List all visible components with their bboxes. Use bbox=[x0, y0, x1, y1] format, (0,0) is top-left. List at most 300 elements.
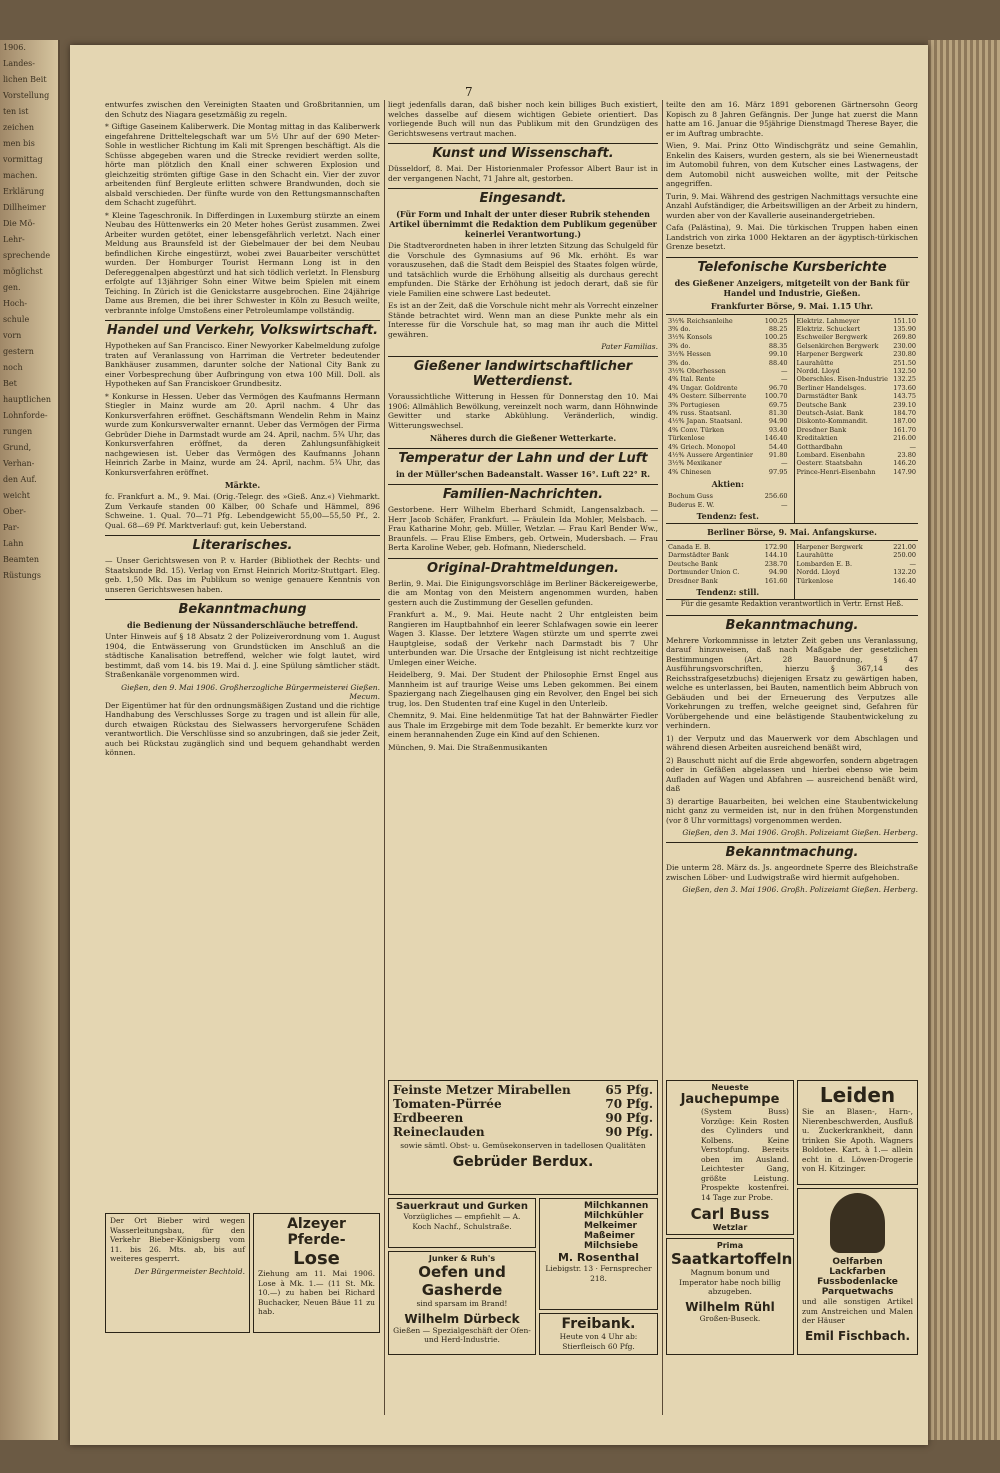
strip-fragment: gen. bbox=[3, 283, 21, 292]
book-page-edges bbox=[928, 40, 1000, 1440]
stock-name: 4% Griech. Monopol bbox=[668, 442, 736, 451]
stock-value: 146.40 bbox=[764, 434, 788, 443]
ad-saat-text: Magnum bonum und Imperator habe noch billig abzugeben. bbox=[679, 1268, 781, 1296]
column-1 bbox=[105, 100, 380, 1205]
stock-name: Lombard. Eisenbahn bbox=[796, 451, 865, 459]
section-heading: Bekanntmachung bbox=[105, 599, 380, 617]
article-paragraph: * Kleine Tageschronik. In Differdingen in Luxemburg stürzte an einem Neubau des Hüttenwerks ein 20 Meter hohes Gerüst zusammen. Zwei Arbeiter wurden getötet, einer lebensgefährlich verletzt. Nach einer Meldung aus Braunsfeld ist der Giebelmauer der bei dem Neubau befindlichen Kirche eingestürzt, wobei zwei Bauarbeiter verschüttet wurden. Der Homburger Tourist Hermann Long ist in den Defereggenalpen abgestürzt und hat sich tödlich verletzt. In Flensburg erfolgte auf 13jähriger Sohn einer Witwe beim Spielen mit einem Teiching. In Zürich ist die Genickstarre ausgebrochen. Eine 24jährige Dame aus Bremen, die bei ihrer Schwester in Köln zu Besuch weilte, verbrannte infolge Umstoßens einer Petroleumlampe vollständig. bbox=[105, 210, 380, 315]
ad-bieber-text: Der Ort Bieber wird wegen Wasserleitungsbau, für den Verkehr Bieber-Königsberg vom 11. bis 26. Mts. ab, bis auf weiteres gesperrt. bbox=[110, 1216, 245, 1263]
section-subheading: Näheres durch die Gießener Wetterkarte. bbox=[429, 433, 617, 443]
stock-name: Buderus E. W. bbox=[668, 500, 715, 509]
stock-name: Elektriz. Schuckert bbox=[796, 324, 861, 333]
ad-saatkartoffeln bbox=[666, 1238, 794, 1355]
stock-name: 3% do. bbox=[668, 358, 691, 367]
strip-fragment: Hoch- bbox=[3, 299, 28, 308]
ad-berdux-price: 65 Pfg. bbox=[605, 1083, 653, 1097]
stock-row bbox=[795, 417, 919, 425]
bekanntmachung-text: Die unterm 28. März ds. Js. angeordnete Sperre des Bleichstraße zwischen Löber- und Ludwigstraße wird hiermit aufgehoben. bbox=[666, 863, 918, 882]
bekanntmachung-sign: Gießen, den 3. Mai 1906. Großh. Polizeiamt Gießen. Herberg. bbox=[682, 828, 918, 838]
stock-name: Deutsche Bank bbox=[668, 559, 718, 568]
stock-value: 135.90 bbox=[893, 324, 916, 333]
section-heading: Kunst und Wissenschaft. bbox=[388, 143, 658, 161]
stock-row bbox=[666, 417, 790, 425]
section-heading: Literarisches. bbox=[105, 535, 380, 553]
strip-fragment: Vorstellung bbox=[3, 91, 50, 100]
stock-name: Eschweiler Bergwerk bbox=[796, 333, 868, 342]
strip-fragment: Ober- bbox=[3, 507, 26, 516]
ad-bieber-sign: Der Bürgermeister Bechtold. bbox=[134, 1266, 245, 1276]
ad-berdux-firm: Gebrüder Berdux. bbox=[452, 1153, 594, 1170]
strip-fragment: Grund, bbox=[3, 443, 32, 452]
stock-name: 4% Conv. Türken bbox=[668, 425, 725, 434]
article-paragraph: * Giftige Gaseinem Kaliberwerk. Die Montag mittag in das Kaliberwerk eingefahrene Dritteltelegschaft war um 5½ Uhr auf der 690 Meter-Sohle in westlicher Richtung im Kali mit Sprengen beschäftigt. Als die Schüsse abgegeben waren und die Strecke revidiert werden sollte, hörte man plötzlich den Knall einer schweren Explosion und gleichzeitig strömten giftige Gase in den Schacht ein. Vier der zuvor arbeitenden fünf Bergleute erlitten schwere Brandwunden, doch sie alsbald verschieden. Der fünfte wurde von den Rettungsmannschaften dem Schacht zugeführt. bbox=[105, 122, 380, 207]
strip-fragment: Dillheimer bbox=[3, 203, 46, 212]
stock-name: Harpener Bergwerk bbox=[796, 350, 863, 359]
signature: Pater Familias. bbox=[601, 342, 658, 351]
article-paragraph: Chemnitz, 9. Mai. Eine heldenmütige Tat hat der Bahnwärter Fiedler aus Thale im Erzgebirge mit dem Tode bezahlt. Er bemerkte kurz vor einem herannahenden Zuge ein Kind auf den Schienen. bbox=[388, 711, 658, 739]
strip-fragment: hauptlichen bbox=[3, 395, 52, 404]
ad-pferde-text: Ziehung am 11. Mai 1906. Lose à Mk. 1.— (11 St. Mk. 10.—) zu haben bei Richard Buchacker, Neuen Bäue 11 zu hab. bbox=[258, 1269, 375, 1316]
stock-value: 94.90 bbox=[768, 568, 788, 577]
strip-fragment: gestern bbox=[3, 347, 34, 356]
ad-fisch-item: Fussbodenlacke bbox=[817, 1277, 898, 1287]
stock-row bbox=[666, 325, 790, 333]
stock-row bbox=[795, 359, 919, 367]
ad-berdux-product: Tomaten-Pürrée bbox=[393, 1097, 502, 1111]
stock-row bbox=[666, 317, 790, 325]
ad-saat-head: Prima bbox=[716, 1241, 744, 1250]
ad-milch-firm: M. Rosenthal bbox=[557, 1251, 640, 1264]
article-paragraph: Der Eigentümer hat für den ordnungsmäßigen Zustand und die richtige Handhabung des Verschlusses Sorge zu tragen und ist allein für alle, durch etwaigen Rückstau des Sielwassers hervorgerufene Schäden verantwortlich. Die Verschlüsse sind so anzubringen, daß sie jeder Zeit, auch bei Rückstau zugänglich sind und bequem gehandhabt werden können. bbox=[105, 700, 380, 757]
ad-berdux bbox=[388, 1080, 658, 1195]
stock-row bbox=[795, 543, 919, 551]
stock-name: Darmstädter Bank bbox=[668, 551, 729, 560]
stock-row bbox=[666, 560, 790, 568]
strip-fragment: Erklärung bbox=[3, 187, 45, 196]
stock-row bbox=[666, 401, 790, 409]
section-heading: Eingesandt. bbox=[388, 188, 658, 206]
stock-value: 173.60 bbox=[893, 383, 916, 392]
strip-fragment: Lohnforde- bbox=[3, 411, 48, 420]
section-subheading: in der Müller'schen Badeanstalt. Wasser 16°. Luft 22° R. bbox=[395, 469, 650, 479]
ad-junker-firm: Wilhelm Dürbeck bbox=[404, 1311, 520, 1326]
stock-value: 91.80 bbox=[768, 451, 788, 459]
tendenz: Tendenz: still. bbox=[696, 587, 760, 598]
stock-value: 187.00 bbox=[893, 417, 916, 426]
section-heading: Familien-Nachrichten. bbox=[388, 484, 658, 502]
stock-value: 146.40 bbox=[893, 576, 916, 585]
stock-row bbox=[666, 577, 790, 585]
stock-row bbox=[666, 426, 790, 434]
stock-value: 269.80 bbox=[893, 333, 916, 342]
stock-name: Gotthardbahn bbox=[796, 442, 843, 451]
strip-fragment: Landes- bbox=[3, 59, 35, 68]
stock-name: 4% Oesterr. Silberrente bbox=[668, 392, 747, 401]
stock-name: Berliner Handelsges. bbox=[796, 383, 867, 392]
stock-name: Oesterr. Staatsbahn bbox=[796, 459, 863, 468]
ad-sauerkraut bbox=[388, 1198, 536, 1248]
stock-value: 143.75 bbox=[893, 392, 916, 401]
article-paragraph: Berlin, 9. Mai. Die Einigungsvorschläge im Berliner Bäckereigewerbe, die am Montag von den Meistern angenommen wurden, haben gestern auch die Zustimmung der Gesellen gefunden. bbox=[388, 578, 658, 607]
bekanntmachung-item: 1) der Verputz und das Mauerwerk vor dem Abschlagen und während diesen Arbeiten ausreichend benäßt wird, bbox=[666, 733, 918, 753]
stock-name: Deutsch-Asiat. Bank bbox=[796, 408, 864, 417]
stock-name: 3% do. bbox=[668, 324, 691, 333]
stock-name: Harpener Bergwerk bbox=[796, 543, 863, 552]
article-paragraph: Cafa (Palästina), 9. Mai. Die türkischen Truppen haben einen Landstrich von zirka 1000 Hektaren an der ägyptisch-türkischen Grenze besetzt. bbox=[666, 223, 918, 251]
strip-fragment: Lehr- bbox=[3, 235, 25, 244]
strip-fragment: rungen bbox=[3, 427, 33, 436]
stock-name: 4% Ital. Rente bbox=[668, 375, 716, 384]
stock-value: 146.20 bbox=[893, 459, 916, 468]
stock-row bbox=[795, 409, 919, 417]
section-subheading: Frankfurter Börse, 9. Mai. 1.15 Uhr. bbox=[710, 300, 874, 311]
aktien-label: Aktien: bbox=[711, 479, 744, 490]
stock-name: Canada E. B. bbox=[668, 543, 711, 552]
stock-table-frankfurt bbox=[666, 314, 918, 525]
stock-value: 147.90 bbox=[893, 467, 916, 476]
stock-row bbox=[666, 342, 790, 350]
article-paragraph: Hypotheken auf San Francisco. Einer Newyorker Kabelmeldung zufolge traten auf Veranlassung von Harriman die Vertreter bedeutender Bankhäuser zusammen, darunter solche der National City Bank zu einer Vorbesprechung über Aufbringung von etwa 100 Mill. Doll. als Hypotheken auf San Franciskoer Grundbesitz. bbox=[105, 341, 380, 388]
ad-junker-ruh bbox=[388, 1251, 536, 1355]
stock-name: 3½% Mexikaner bbox=[668, 459, 722, 468]
stock-value: 100.70 bbox=[764, 392, 788, 401]
page-number: 7 bbox=[465, 85, 473, 99]
bekanntmachung-item: 2) Bauschutt nicht auf die Erde abgeworfen, sondern abgetragen oder in Gefäßen abgelassen und hierbei ebenso wie beim Aufladen auf Wagen und Abfahren — ausreichend benäßt wird, daß bbox=[666, 755, 918, 794]
strip-fragment: möglichst bbox=[3, 267, 43, 276]
ad-milch-addr: Liebigstr. 13 · Fernsprecher 218. bbox=[545, 1264, 652, 1283]
stock-value: 172.90 bbox=[764, 543, 788, 552]
stock-name: Elektriz. Lahmeyer bbox=[796, 316, 860, 325]
strip-fragment: noch bbox=[3, 363, 23, 372]
stock-value: 184.70 bbox=[893, 408, 916, 417]
stock-row bbox=[666, 468, 790, 476]
portrait-illustration bbox=[830, 1193, 885, 1253]
stock-row bbox=[666, 384, 790, 392]
ad-berdux-price: 90 Pfg. bbox=[605, 1125, 653, 1139]
stock-name: 3½% Oberhessen bbox=[668, 366, 726, 375]
stock-value: — bbox=[781, 375, 788, 384]
stock-name: Kreditaktien bbox=[796, 434, 838, 443]
strip-fragment: men bis bbox=[3, 139, 35, 148]
ad-milch-item: Milchsiebe bbox=[584, 1241, 638, 1251]
stock-value: 94.90 bbox=[768, 417, 788, 426]
stock-row bbox=[666, 451, 790, 459]
strip-fragment: weicht bbox=[3, 491, 30, 500]
stock-name: Prince-Henri-Eisenbahn bbox=[796, 467, 876, 476]
stock-value: 99.10 bbox=[768, 350, 788, 359]
stock-name: Nordd. Lloyd bbox=[796, 568, 840, 577]
ad-jauche-place: Wetzlar bbox=[712, 1223, 748, 1232]
stock-name: 4½% Japan. Staatsanl. bbox=[668, 417, 743, 426]
section-heading: Temperatur der Lahn und der Luft bbox=[388, 448, 658, 466]
stock-name: 4½% Aussere Argentinier bbox=[668, 451, 754, 459]
stock-name: Lombarden E. B. bbox=[796, 559, 853, 568]
ad-sauerkraut-text: Vorzügliches — empfiehlt — A. Koch Nachf., Schulstraße. bbox=[403, 1212, 521, 1231]
stock-row bbox=[795, 577, 919, 585]
stock-table-berlin bbox=[666, 540, 918, 600]
bekanntmachung-item: 3) derartige Bauarbeiten, bei welchen eine Staubentwickelung nicht ganz zu vermeiden ist, nur in den frühen Morgenstunden (vor 8 Uhr vormittags) vorgenommen werden. bbox=[666, 796, 918, 825]
article-paragraph: teilte den am 16. März 1891 geborenen Gärtnersohn Georg Kopisch zu 8 Jahren Gefängnis. Der Junge hat zuerst die Mann hatte am 16. Januar die 95jährige Dienstmagd Therese Bayer, die er im Auftrag umbrachte. bbox=[666, 100, 918, 138]
stock-name: Dresdner Bank bbox=[796, 425, 847, 434]
column-rule bbox=[662, 100, 663, 1415]
adjacent-page-strip bbox=[0, 40, 60, 1440]
bekanntmachung-heading: Bekanntmachung. bbox=[666, 615, 918, 633]
article-paragraph: Unter Hinweis auf § 18 Absatz 2 der Polizeiverordnung vom 1. August 1904, die Entwässerung von Grundstücken im Anschluß an die städtische Kanalisation betreffend, welcher wie folgt lautet, wird bestimmt, daß vom 14. bis 19. Mai d. J. eine Spülung sämtlicher städt. Straßenkanäle vorgenommen wird. bbox=[105, 632, 380, 679]
ad-junker-place: Gießen — Spezialgeschäft der Ofen- und Herd-Industrie. bbox=[393, 1325, 531, 1344]
newspaper-page bbox=[70, 45, 928, 1445]
article-paragraph: * Konkurse in Hessen. Ueber das Vermögen des Kaufmanns Hermann Stiegler in Mainz wurde am 20. April nachm. 4 Uhr das Konkursverfahren eröffnet. Geschäftsmann Wendelin Rehm in Mainz wurde zum Konkursverwalter ernannt. Ueber das Vermögen der Firma Gebrüder Diehe in Darmstadt wurde am 24. April, nachm. 5¾ Uhr, das Konkursverfahren eröffnet, da deren Zahlungsunfähigkeit nachgewiesen ist. Ueber das Vermögen des Kaufmanns Johann Heinrich Zarbe in Mainz, wurde am 24. April, nachm. 5¾ Uhr, das Konkursverfahren eröffnet. bbox=[105, 391, 380, 477]
strip-fragment: 1906. bbox=[3, 43, 26, 52]
ad-berdux-row bbox=[393, 1111, 653, 1125]
article-paragraph: Gestorbene. Herr Wilhelm Eberhard Schmidt, Langensalzbach. — Herr Jacob Schäfer, Frankfurt. — Fräulein Ida Mohler, Melsbach. — Frau Katharine Mohr, geb. Müller, Wetzlar. — Frau Karl Bender Ww., Braunfels. — Frau Elise Embers, geb. Ortwein, Mudersbach. — Frau Berta Karoline Weber, geb. Hofmann, Niederscheld. bbox=[388, 505, 658, 552]
section-subheading: (Für Form und Inhalt der unter dieser Rubrik stehenden Artikel übernimmt die Redaktion dem Publikum gegenüber keinerlei Verantwortung.) bbox=[389, 209, 657, 239]
stock-row bbox=[795, 350, 919, 358]
ad-saat-firm: Wilhelm Rühl bbox=[685, 1299, 775, 1314]
ad-milch-item: Milchkannen bbox=[584, 1201, 649, 1211]
stock-value: — bbox=[781, 500, 788, 509]
stock-value: — bbox=[781, 366, 788, 375]
stock-value: 100.25 bbox=[764, 333, 788, 342]
stock-name: Türkenlose bbox=[796, 576, 834, 585]
ad-freibank-title: Freibank. bbox=[561, 1316, 636, 1332]
article-paragraph: München, 9. Mai. Die Straßenmusikanten bbox=[388, 742, 548, 752]
stock-name: Türkenlose bbox=[668, 434, 705, 443]
stock-row bbox=[795, 375, 919, 383]
stock-row bbox=[795, 468, 919, 476]
ad-milch-item: Melkeimer bbox=[584, 1221, 637, 1231]
tendenz: Tendenz: fest. bbox=[696, 511, 759, 522]
stock-row bbox=[666, 459, 790, 467]
stock-row bbox=[795, 317, 919, 325]
stock-value: 132.50 bbox=[893, 366, 916, 375]
article-paragraph: Die Stadtverordneten haben in ihrer letzten Sitzung das Schulgeld für die Vorschule des Gymnasiums auf 96 Mk. erhöht. Es war vorauszusehen, daß die Stadt dem Beispiel des Staates folgen würde, und tatsächlich wurde die Erhöhung allseitig als durchaus gerecht empfunden. Die Stärke der Erhöhung ist jedoch derart, daß sie für viele Familien eine schwere Last bedeutet. bbox=[388, 241, 658, 298]
stock-row bbox=[795, 459, 919, 467]
ad-berdux-row bbox=[393, 1097, 653, 1111]
article-paragraph: — Unser Gerichtswesen von P. v. Harder (Bibliothek der Rechts- und Staatskunde Bd. 15). Verlag von Ernst Heinrich Moritz-Stuttgart. Eleg. geb. 1,50 Mk. Das im Publikum so wenige genauere Kenntnis von unseren Gerichtswesen haben. bbox=[105, 556, 380, 594]
ad-jauchepumpe bbox=[666, 1080, 794, 1235]
stock-row bbox=[666, 443, 790, 451]
stock-name: 4% Ungar. Goldrente bbox=[668, 383, 738, 392]
stock-value: 230.80 bbox=[893, 350, 916, 359]
ad-berdux-price: 90 Pfg. bbox=[605, 1111, 653, 1125]
ad-jauche-title: Jauchepumpe bbox=[680, 1092, 780, 1107]
stock-row bbox=[666, 350, 790, 358]
ad-milch-item: Milchkühler bbox=[584, 1211, 644, 1221]
stock-value: 239.10 bbox=[893, 400, 916, 409]
ad-saat-title: Saatkartoffeln bbox=[671, 1250, 793, 1268]
stock-value: 238.70 bbox=[764, 559, 788, 568]
article-paragraph: entwurfes zwischen den Vereinigten Staaten und Großbritannien, um den Schutz des Niagara gesetzmäßig zu regeln. bbox=[105, 100, 380, 119]
strip-fragment: Beamten bbox=[3, 555, 40, 564]
stock-name: Dortmunder Union C. bbox=[668, 568, 740, 577]
stock-row bbox=[795, 325, 919, 333]
strip-fragment: vorn bbox=[3, 331, 22, 340]
stock-value: 250.00 bbox=[893, 551, 916, 560]
ad-saat-place: Großen-Buseck. bbox=[699, 1313, 761, 1323]
signature: Gießen, den 9. Mai 1906. Großherzogliche Bürgermeisterei Gießen. Mecum. bbox=[121, 682, 380, 701]
stock-value: 132.20 bbox=[893, 568, 916, 577]
stock-row bbox=[666, 551, 790, 559]
ad-pferde-title2: Lose bbox=[293, 1248, 340, 1269]
stock-row bbox=[666, 359, 790, 367]
redaktion-note: Für die gesamte Redaktion verantwortlich in Vertr. Ernst Heß. bbox=[680, 600, 904, 609]
ad-pferde-title: Alzeyer Pferde- bbox=[287, 1216, 346, 1248]
strip-fragment: Bet bbox=[3, 379, 17, 388]
article-paragraph: Turin, 9. Mai. Während des gestrigen Nachmittags versuchte eine Anzahl Aufständiger, die Arbeitswilligen an der Arbeit zu hindern, wurden aber von der Kavallerie auseinandergetrieben. bbox=[666, 191, 918, 220]
stock-name: Nordd. Lloyd bbox=[796, 366, 840, 375]
stock-name: 4% russ. Staatsanl. bbox=[668, 408, 732, 417]
strip-fragment: ten ist bbox=[3, 107, 29, 116]
strip-fragment: sprechende bbox=[3, 251, 51, 260]
bekanntmachung-heading: Bekanntmachung. bbox=[666, 842, 918, 860]
stock-value: 54.40 bbox=[768, 442, 788, 451]
ad-berdux-product: Feinste Metzer Mirabellen bbox=[393, 1083, 571, 1097]
ad-fisch-item: Lackfarben bbox=[829, 1267, 886, 1277]
stock-name: Dresdner Bank bbox=[668, 576, 718, 585]
article-paragraph: Frankfurt a. M., 9. Mai. Heute nacht 2 Uhr entgleisten beim Rangieren im Hauptbahnhof ein leerer Schlafwagen sowie ein leerer Wagen 3. Klasse. Der letztere Wagen stürzte um und sperrte zwei Hauptgleise, sodaß der Verkehr nach Darmstadt bis 7 Uhr unterbunden war. Die Ursache der Entgleisung ist nicht rechtzeitige Umlegen einer Weiche. bbox=[388, 610, 658, 667]
stock-name: 3% Portugiesen bbox=[668, 400, 720, 409]
section-heading: Gießener landwirtschaftlicher Wetterdienst. bbox=[388, 356, 658, 389]
section-subheading: die Bedienung der Nüssanderschläuche betreffend. bbox=[127, 620, 358, 630]
article-paragraph: Düsseldorf, 8. Mai. Der Historienmaler Professor Albert Baur ist in der vergangenen Nacht, 71 Jahre alt, gestorben. bbox=[388, 164, 658, 183]
section-heading: Original-Drahtmeldungen. bbox=[388, 558, 658, 576]
article-paragraph: Voraussichtliche Witterung in Hessen für Donnerstag den 10. Mai 1906: Allmählich Bewölkung, vereinzelt noch warm, dann Höhnwinde Gewitter und starke Abkühlung. Veränderlich, windig. Witterungswechsel. bbox=[388, 392, 658, 430]
stock-value: 221.00 bbox=[893, 543, 916, 552]
strip-fragment: zeichen bbox=[3, 123, 35, 132]
stock-row bbox=[666, 501, 790, 509]
ad-leiden-text: Sie an Blasen-, Harn-, Nierenbeschwerden, Ausfluß u. Zuckerkrankheit, dann trinken Sie Apoth. Wagners Boldotee. Kart. à 1.— allein echt in d. Löwen-Drogerie von H. Kitzinger. bbox=[802, 1107, 913, 1173]
stock-row bbox=[795, 333, 919, 341]
ad-fischbach bbox=[797, 1188, 918, 1355]
strip-fragment: Rüstungs bbox=[3, 571, 42, 580]
ad-junker-sub: sind sparsam im Brand! bbox=[416, 1299, 508, 1308]
stock-name: 3% do. bbox=[668, 341, 691, 350]
stock-row bbox=[795, 551, 919, 559]
ad-pferde-lose bbox=[253, 1213, 380, 1333]
ad-berdux-note: sowie sämtl. Obst- u. Gemüsekonserven in tadellosen Qualitäten bbox=[400, 1141, 646, 1150]
stock-row bbox=[795, 392, 919, 400]
section-subheading: Märkte. bbox=[224, 480, 261, 490]
ad-berdux-product: Erdbeeren bbox=[393, 1111, 464, 1125]
stock-value: 97.95 bbox=[768, 467, 788, 476]
column-3 bbox=[666, 100, 918, 1075]
stock-value: 161.70 bbox=[893, 425, 916, 434]
ad-junker-head: Junker & Ruh's bbox=[428, 1254, 496, 1263]
ad-leiden bbox=[797, 1080, 918, 1185]
stock-row bbox=[666, 568, 790, 576]
stock-value: 251.50 bbox=[893, 358, 916, 367]
stock-value: 88.40 bbox=[768, 358, 788, 367]
stock-value: 161.60 bbox=[764, 576, 788, 585]
stock-name: Gelsenkirchen Bergwerk bbox=[796, 341, 879, 350]
stock-name: Bochum Guss bbox=[668, 492, 713, 501]
article-paragraph: Heidelberg, 9. Mai. Der Student der Philosophie Ernst Engel aus Mannheim ist auf traurige Weise ums Leben gekommen. Bei einem Spaziergang nach Ziegelhausen ging ein Revolver, den Engel bei sich trug, los. Den Studenten traf eine Kugel in den Unterleib. bbox=[388, 670, 658, 708]
stock-row bbox=[666, 375, 790, 383]
stock-row bbox=[795, 384, 919, 392]
bekanntmachung-sign: Gießen, den 3. Mai 1906. Großh. Polizeiamt Gießen. Herberg. bbox=[682, 885, 918, 895]
bekanntmachung-text: Mehrere Vorkommnisse in letzter Zeit geben uns Veranlassung, darauf hinzuweisen, daß nach Maßgabe der gesetzlichen Bestimmungen (Art. 28 Bauordnung, § 47 Ausführungsvorschriften, hierzu § 367,14 des Reichsstrafgesetzbuchs) diejenigen Ersatz zu gewärtigen haben, welche es unterlassen, bei Bauten, namentlich beim Abbruch von Gebäuden und bei der Erneuerung des Verputzes alle Vorkehrungen zu treffen, welche geeignet sind, Gefahren für Vorübergehende und eine belästigende Staubentwickelung zu verhindern. bbox=[666, 635, 918, 731]
ad-fisch-text: und alle sonstigen Artikel zum Anstreichen und Malen der Häuser bbox=[802, 1297, 913, 1325]
stock-value: 93.40 bbox=[768, 425, 788, 434]
stock-row bbox=[795, 367, 919, 375]
strip-fragment: lichen Beit bbox=[3, 75, 47, 84]
stock-value: — bbox=[909, 442, 916, 451]
stock-row bbox=[666, 434, 790, 442]
strip-fragment: vormittag bbox=[3, 155, 43, 164]
ad-berdux-price: 70 Pfg. bbox=[605, 1097, 653, 1111]
ad-milch-item: Maßeimer bbox=[584, 1231, 635, 1241]
stock-row bbox=[795, 451, 919, 459]
stock-row bbox=[666, 333, 790, 341]
stock-row bbox=[666, 492, 790, 500]
stock-value: 216.00 bbox=[893, 434, 916, 443]
stock-value: 23.80 bbox=[897, 451, 916, 459]
stock-value: 88.25 bbox=[768, 324, 788, 333]
strip-fragment: den Auf. bbox=[3, 475, 37, 484]
stock-value: 132.25 bbox=[893, 375, 916, 384]
stock-name: 3½% Konsols bbox=[668, 333, 713, 342]
ad-freibank bbox=[539, 1313, 658, 1355]
stock-value: — bbox=[781, 459, 788, 468]
ad-jauche-firm: Carl Buss bbox=[690, 1205, 770, 1223]
stock-row bbox=[666, 409, 790, 417]
section-heading: Telefonische Kursberichte bbox=[666, 257, 918, 275]
stock-value: 69.75 bbox=[768, 400, 788, 409]
section-subheading: des Gießener Anzeigers, mitgeteilt von der Bank für Handel und Industrie, Gießen. bbox=[674, 277, 910, 298]
ad-jauche-text: (System Buss) Vorzüge: Kein Rosten des Cylinders und Kolbens. Keine Verstopfung. Bereits oben im Ausland. Leichtester Gang, größte Leistung. Prospekte kostenfrei. 14 Tage zur Probe. bbox=[701, 1107, 789, 1202]
stock-row bbox=[666, 543, 790, 551]
article-paragraph: Es ist an der Zeit, daß die Vorschule nicht mehr als Vorrecht einzelner Stände betrachtet wird. Wenn man an diese Punkte mehr als ein Interesse für die Vorschule hat, so mag man ihr auch die Mittel gewähren. bbox=[388, 301, 658, 339]
stock-value: 81.30 bbox=[768, 408, 788, 417]
stock-value: 96.70 bbox=[768, 383, 788, 392]
ad-berdux-product: Reineclauden bbox=[393, 1125, 485, 1139]
stock-row bbox=[795, 401, 919, 409]
strip-fragment: Par- bbox=[3, 523, 20, 532]
stock-name: Laurahütte bbox=[796, 551, 834, 560]
stock-name: Oberschles. Eisen-Industrie bbox=[796, 375, 888, 384]
article-paragraph: fc. Frankfurt a. M., 9. Mai. (Orig.-Telegr. des »Gieß. Anz.«) Viehmarkt. Zum Verkaufe standen 00 Kälber, 00 Schafe und Hämmel, 896 Schweine. 1. Qual. 70—71 Pfg. Lebendgewicht 55,00—55,50 Pf., 2. Qual. 68—69 Pf. Marktverlauf: gut, kein Ueberstand. bbox=[105, 492, 380, 530]
ad-fisch-firm: Emil Fischbach. bbox=[804, 1328, 911, 1343]
stock-value: 100.25 bbox=[764, 316, 788, 325]
strip-fragment: machen. bbox=[3, 171, 38, 180]
column-2 bbox=[388, 100, 658, 1075]
stock-name: Darmstädter Bank bbox=[796, 392, 858, 401]
section-heading: Handel und Verkehr, Volkswirtschaft. bbox=[105, 320, 380, 338]
stock-name: Diskonto-Kommandit. bbox=[796, 417, 868, 426]
stock-row bbox=[666, 367, 790, 375]
ad-sauerkraut-title: Sauerkraut und Gurken bbox=[396, 1201, 528, 1212]
ad-fisch-item: Oelfarben bbox=[832, 1257, 883, 1267]
stock-name: Laurahütte bbox=[796, 358, 834, 367]
strip-fragment: Lahn bbox=[3, 539, 24, 548]
strip-fragment: Verhan- bbox=[3, 459, 35, 468]
stock-row bbox=[795, 426, 919, 434]
ad-berdux-row bbox=[393, 1083, 653, 1097]
stock-value: 144.10 bbox=[764, 551, 788, 560]
article-paragraph: Wien, 9. Mai. Prinz Otto Windischgrätz und seine Gemahlin, Enkelin des Kaisers, wurden gestern, als sie bei Wienerneustadt im Automobil fuhren, von dem Kutscher eines Lastwagens, der dem Automobil nicht ausweichen wollte, mit der Peitsche angegriffen. bbox=[666, 141, 918, 188]
stock-row bbox=[666, 392, 790, 400]
ad-fisch-item: Parquetwachs bbox=[821, 1287, 894, 1297]
stock-name: Deutsche Bank bbox=[796, 400, 847, 409]
ad-junker-title: Oefen und Gasherde bbox=[418, 1263, 506, 1299]
stock-value: 256.60 bbox=[764, 492, 788, 501]
stock-value: 88.35 bbox=[768, 341, 788, 350]
ad-leiden-title: Leiden bbox=[819, 1083, 896, 1107]
adjacent-page-text bbox=[0, 40, 58, 584]
stock-row bbox=[795, 443, 919, 451]
stock-value: 151.10 bbox=[893, 316, 916, 325]
stock-row bbox=[795, 568, 919, 576]
